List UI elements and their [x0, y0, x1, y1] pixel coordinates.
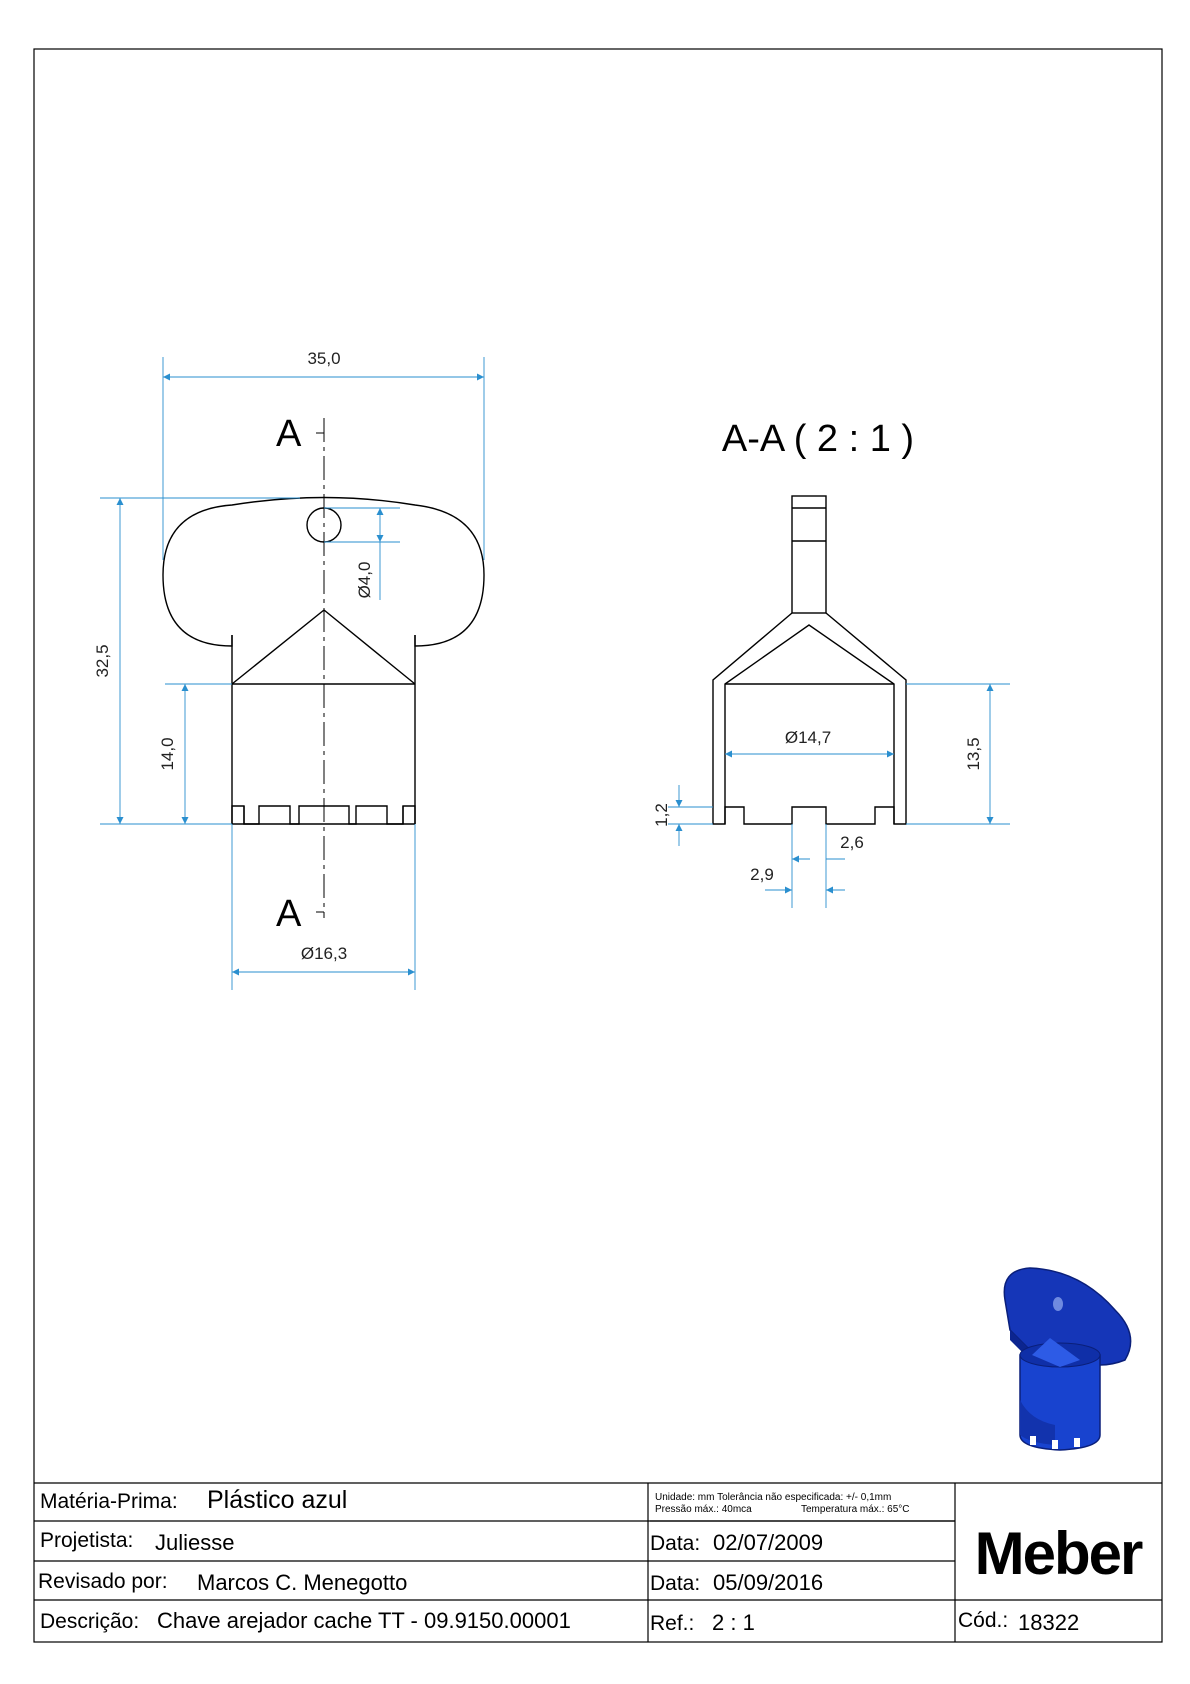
dim-overall-width: 35,0 — [307, 349, 341, 368]
notes-line2-a: Pressão máx.: 40mca — [655, 1504, 752, 1515]
dim-notch-depth: 1,2 — [652, 803, 671, 827]
projetista-label: Projetista: — [40, 1529, 134, 1552]
dim-notch-a: 2,6 — [840, 833, 864, 852]
revisado-label: Revisado por: — [38, 1570, 168, 1593]
materia-label: Matéria-Prima: — [40, 1490, 178, 1513]
projetista-value: Juliesse — [155, 1530, 235, 1555]
dim-section-height: 13,5 — [964, 737, 983, 771]
data1-value: 02/07/2009 — [713, 1530, 824, 1555]
stem — [792, 496, 826, 613]
ref-label: Ref.: — [650, 1612, 695, 1635]
dim-hole-diameter: Ø4,0 — [355, 561, 374, 599]
dim-body-height: 14,0 — [158, 737, 177, 771]
isometric-part-image — [1004, 1268, 1130, 1450]
section-marker-top: A — [276, 413, 302, 455]
data2-label: Data: — [650, 1572, 701, 1595]
section-marker-bottom: A — [276, 893, 302, 935]
dim-overall-height: 32,5 — [93, 644, 112, 678]
descricao-value: Chave arejador cache TT - 09.9150.00001 — [157, 1608, 571, 1633]
section-dimensions — [668, 684, 1010, 908]
section-inner — [725, 625, 894, 824]
notes-line1: Unidade: mm Tolerância não especificada: +/- 0,1mm — [655, 1492, 892, 1503]
section-title: A-A ( 2 : 1 ) — [721, 418, 915, 460]
ref-value: 2 : 1 — [712, 1610, 755, 1635]
section-outer — [713, 613, 906, 824]
section-view — [713, 496, 906, 824]
descricao-label: Descrição: — [40, 1610, 140, 1633]
dim-body-diameter: Ø16,3 — [300, 944, 348, 963]
materia-value: Plástico azul — [207, 1486, 348, 1514]
meber-logo: Meber — [974, 1520, 1142, 1587]
cod-label: Cód.: — [958, 1609, 1009, 1632]
dim-notch-b: 2,9 — [750, 865, 774, 884]
notes-line2-b: Temperatura máx.: 65°C — [801, 1504, 910, 1515]
data2-value: 05/09/2016 — [713, 1570, 824, 1595]
sheet-border — [34, 49, 1162, 1642]
data1-label: Data: — [650, 1532, 701, 1555]
cod-value: 18322 — [1018, 1610, 1080, 1635]
revisado-value: Marcos C. Menegotto — [197, 1570, 408, 1595]
dim-inner-diameter: Ø14,7 — [784, 728, 832, 747]
